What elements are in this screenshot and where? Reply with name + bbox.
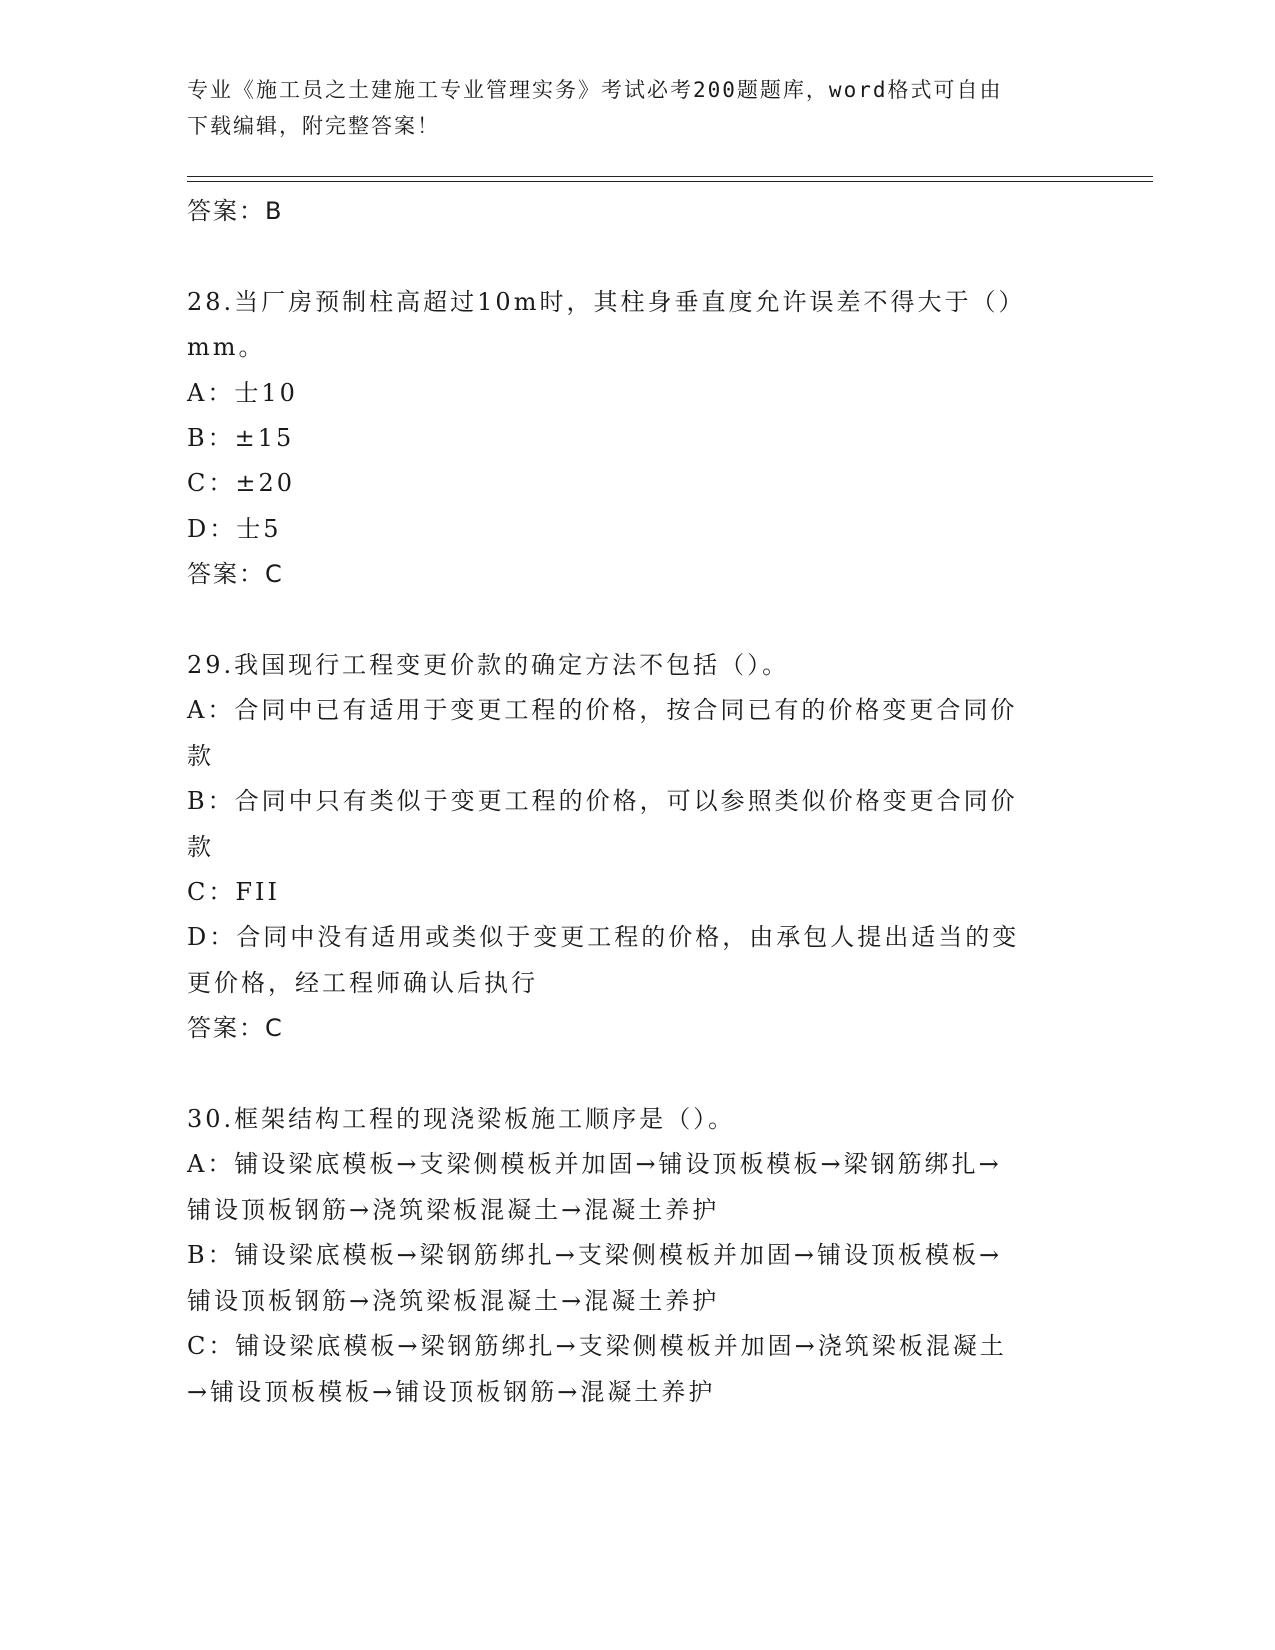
option-a: A：士10 bbox=[187, 378, 298, 407]
spacer bbox=[187, 1052, 1087, 1097]
header-divider-top bbox=[187, 176, 1153, 177]
option-c: C：±20 bbox=[187, 469, 296, 498]
option-c: C：FII bbox=[187, 878, 280, 907]
header-line-2: 下载编辑，附完整答案！ bbox=[187, 114, 440, 138]
option-c-cont: →铺设顶板模板→铺设顶板钢筋→混凝土养护 bbox=[187, 1377, 716, 1406]
answer: 答案：C bbox=[187, 1014, 284, 1043]
question-list bbox=[187, 189, 1087, 1415]
previous-answer: 答案：B bbox=[187, 197, 284, 225]
option-d: D：合同中没有适用或类似于变更工程的价格，由承包人提出适当的变 bbox=[187, 923, 1020, 952]
question-30 bbox=[187, 1097, 1087, 1415]
option-b-cont: 款 bbox=[187, 832, 214, 861]
option-a: A：合同中已有适用于变更工程的价格，按合同已有的价格变更合同价 bbox=[187, 696, 1018, 725]
spacer bbox=[187, 598, 1087, 643]
option-a-cont: 款 bbox=[187, 741, 214, 770]
option-d: D：士5 bbox=[187, 514, 282, 543]
option-d-cont: 更价格，经工程师确认后执行 bbox=[187, 968, 538, 997]
header-divider-bottom bbox=[187, 181, 1153, 182]
question-stem-cont: mm。 bbox=[187, 333, 266, 362]
option-c: C：铺设梁底模板→梁钢筋绑扎→支梁侧模板并加固→浇筑梁板混凝土 bbox=[187, 1332, 1007, 1361]
header-line-1: 专业《施工员之土建施工专业管理实务》考试必考200题题库，word格式可自由 bbox=[187, 78, 1003, 102]
option-b-cont: 铺设顶板钢筋→浇筑梁板混凝土→混凝土养护 bbox=[187, 1286, 720, 1315]
option-a-cont: 铺设顶板钢筋→浇筑梁板混凝土→混凝土养护 bbox=[187, 1195, 720, 1224]
option-b: B：合同中只有类似于变更工程的价格，可以参照类似价格变更合同价 bbox=[187, 787, 1018, 816]
page-header bbox=[187, 72, 1067, 144]
question-stem: 30.框架结构工程的现浇梁板施工顺序是（）。 bbox=[187, 1105, 736, 1134]
option-b: B：±15 bbox=[187, 424, 295, 453]
option-b: B：铺设梁底模板→梁钢筋绑扎→支梁侧模板并加固→铺设顶板模板→ bbox=[187, 1241, 1003, 1270]
answer: 答案：C bbox=[187, 560, 284, 589]
question-stem: 28.当厂房预制柱高超过10m时，其柱身垂直度允许误差不得大于（） bbox=[187, 287, 1026, 316]
question-28 bbox=[187, 280, 1087, 598]
question-29 bbox=[187, 643, 1087, 1052]
question-stem: 29.我国现行工程变更价款的确定方法不包括（）。 bbox=[187, 651, 790, 680]
option-a: A：铺设梁底模板→支梁侧模板并加固→铺设顶板模板→梁钢筋绑扎→ bbox=[187, 1150, 1002, 1179]
spacer bbox=[187, 234, 1087, 279]
